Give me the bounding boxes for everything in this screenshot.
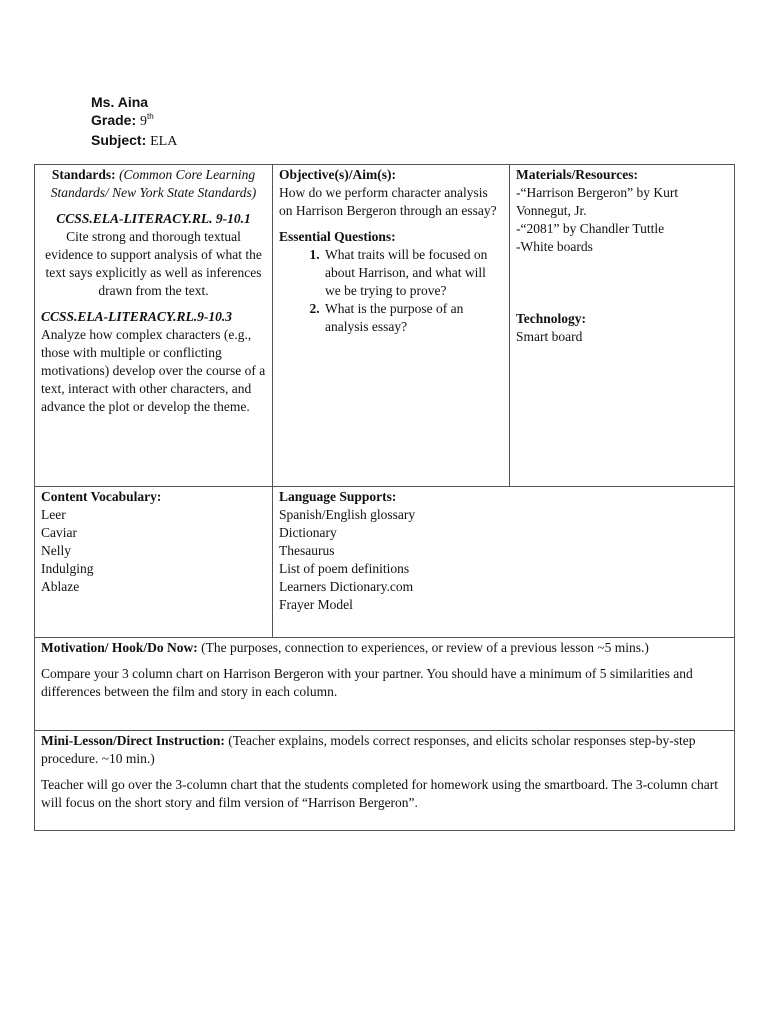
vocab-word: Caviar <box>41 525 77 540</box>
materials-item-1: -“Harrison Bergeron” by Kurt Vonnegut, Jr. <box>516 185 679 218</box>
row-motivation <box>35 638 735 731</box>
minilesson-cell <box>35 731 735 831</box>
essential-questions-list <box>279 246 503 336</box>
language-support-item: Spanish/English glossary <box>279 507 416 522</box>
language-support-item: Frayer Model <box>279 597 353 612</box>
minilesson-text: Teacher will go over the 3-column chart that the students completed for homework using the smartboard. The 3-column chart will focus on the short story and film version of “Harrison Bergeron”. <box>41 777 718 810</box>
language-support-item: Learners Dictionary.com <box>279 579 414 594</box>
motivation-note: (The purposes, connection to experiences, or review of a previous lesson ~5 mins.) <box>201 640 649 655</box>
vocabulary-heading: Content Vocabulary: <box>41 489 162 504</box>
essential-question-2: 2. What is the purpose of an analysis essay? <box>323 300 503 336</box>
row-minilesson <box>35 731 735 831</box>
lesson-header <box>91 93 177 151</box>
vocab-word: Leer <box>41 507 66 522</box>
language-support-item: List of poem definitions <box>279 561 410 576</box>
motivation-heading-line <box>41 639 728 657</box>
row-vocabulary <box>35 487 735 638</box>
materials-item-3: -White boards <box>516 239 593 254</box>
minilesson-heading: Mini-Lesson/Direct Instruction: <box>41 733 225 748</box>
subject-label: Subject: <box>91 132 147 148</box>
grade-superscript: th <box>147 112 154 121</box>
language-supports-cell <box>273 487 735 638</box>
language-support-item: Thesaurus <box>279 543 335 558</box>
standard-code-2: CCSS.ELA-LITERACY.RL.9-10.3 <box>41 309 233 324</box>
minilesson-heading-line <box>41 732 728 768</box>
motivation-cell <box>35 638 735 731</box>
objectives-cell <box>273 165 510 487</box>
vocab-word: Indulging <box>41 561 94 576</box>
grade-line <box>91 111 177 131</box>
language-support-item: Dictionary <box>279 525 337 540</box>
grade-value: 9 <box>140 114 148 129</box>
standards-heading: Standards: <box>51 167 116 182</box>
vocab-word: Nelly <box>41 543 71 558</box>
teacher-name: Ms. Aina <box>91 94 149 110</box>
standard-code-1: CCSS.ELA-LITERACY.RL. 9-10.1 <box>56 211 251 226</box>
lesson-plan-table <box>34 164 735 831</box>
essential-question-1: 1. What traits will be focused on about Harrison, and what will we be trying to prove? <box>323 246 503 300</box>
motivation-text: Compare your 3 column chart on Harrison Bergeron with your partner. You should have a minimum of 5 similarities and differences between the film and story in each column. <box>41 666 693 699</box>
subject-line <box>91 131 177 151</box>
objectives-heading: Objective(s)/Aim(s): <box>279 167 396 182</box>
standards-cell <box>35 165 273 487</box>
standard-text-2: Analyze how complex characters (e.g., those with multiple or conflicting motivations) develop over the course of a text, interact with other characters, and advance the plot or develop the theme. <box>41 327 266 414</box>
objectives-text: How do we perform character analysis on Harrison Bergeron through an essay? <box>279 185 497 218</box>
minilesson-note: (Teacher explains, models correct responses, and elicits scholar responses step-by-step procedure. ~10 min.) <box>41 733 696 766</box>
materials-cell <box>510 165 735 487</box>
vocabulary-cell <box>35 487 273 638</box>
essential-questions-heading: Essential Questions: <box>279 229 396 244</box>
language-supports-heading: Language Supports: <box>279 489 397 504</box>
materials-item-2: -“2081” by Chandler Tuttle <box>516 221 665 236</box>
standards-note: (Common Core Learning Standards/ New York State Standards) <box>50 167 257 200</box>
technology-heading: Technology: <box>516 311 587 326</box>
grade-label: Grade: <box>91 112 137 128</box>
technology-text: Smart board <box>516 329 583 344</box>
subject-value: ELA <box>150 134 178 149</box>
motivation-heading: Motivation/ Hook/Do Now: <box>41 640 198 655</box>
row-standards <box>35 165 735 487</box>
standards-heading-block <box>41 166 266 202</box>
vocab-word: Ablaze <box>41 579 80 594</box>
materials-heading: Materials/Resources: <box>516 167 638 182</box>
standard-text-1: Cite strong and thorough textual evidence to support analysis of what the text says explicitly as well as inferences drawn from the text. <box>45 229 262 298</box>
